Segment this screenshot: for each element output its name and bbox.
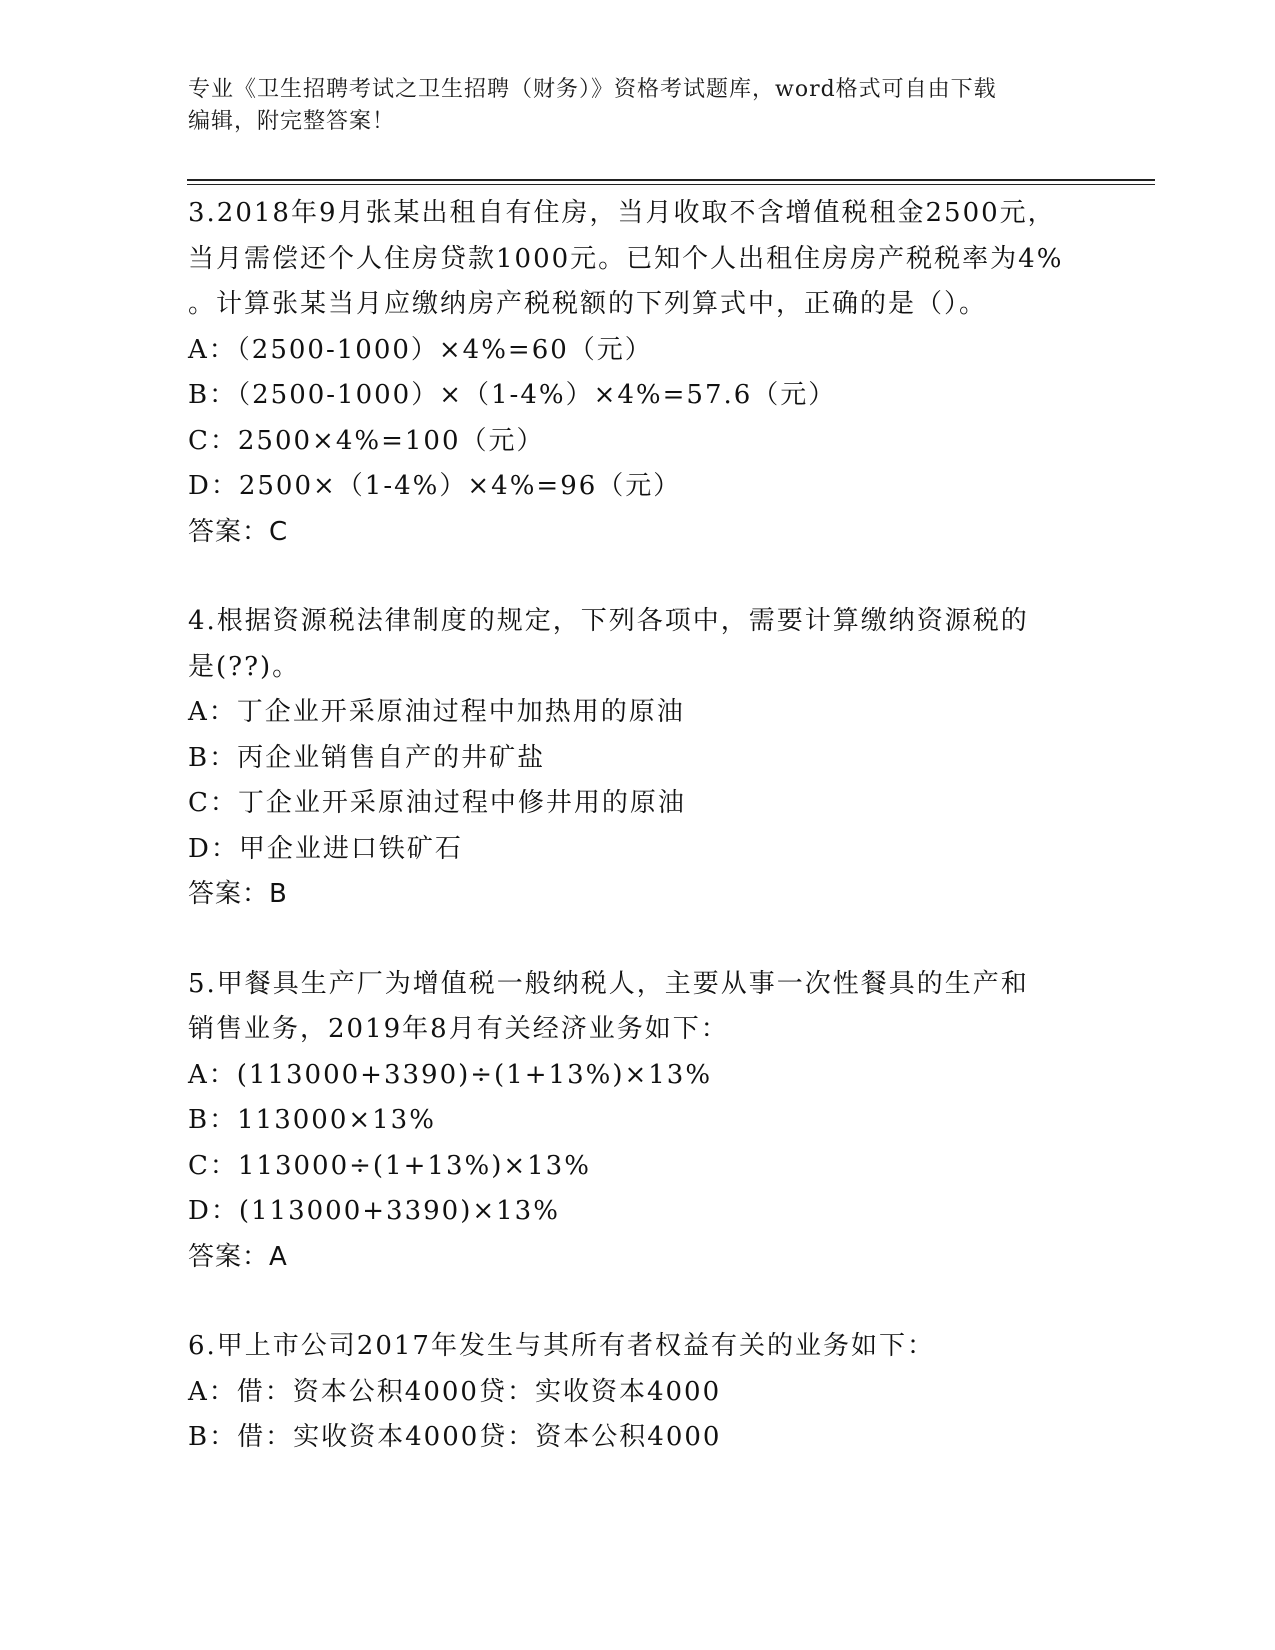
option-d: D：2500×（1-4%）×4%=96（元）: [188, 471, 682, 501]
answer-line: 答案：B: [188, 879, 288, 909]
question-list: [188, 191, 1088, 1505]
question-4: [188, 599, 1088, 918]
option-a: A：借：资本公积4000贷：实收资本4000: [188, 1376, 722, 1407]
option-b: B：借：实收资本4000贷：资本公积4000: [188, 1422, 722, 1452]
option-b: B：（2500-1000）×（1-4%）×4%=57.6（元）: [188, 380, 837, 410]
header-line-1: 专业《卫生招聘考试之卫生招聘（财务）》资格考试题库，word格式可自由下载: [188, 77, 997, 102]
question-stem-line: 。计算张某当月应缴纳房产税税额的下列算式中，正确的是（）。: [188, 289, 988, 319]
question-6: [188, 1324, 1088, 1461]
option-c: C：丁企业开采原油过程中修井用的原油: [188, 788, 686, 818]
answer-line: 答案：C: [188, 516, 289, 547]
option-b: B：丙企业销售自产的井矿盐: [188, 742, 546, 773]
header-line-2: 编辑，附完整答案！: [188, 109, 396, 134]
option-c: C：113000÷(1+13%)×13%: [188, 1150, 591, 1181]
question-stem-line: 4.根据资源税法律制度的规定，下列各项中，需要计算缴纳资源税的: [188, 606, 1029, 636]
header-rule-thick: [187, 179, 1155, 181]
option-b: B：113000×13%: [188, 1105, 436, 1135]
question-stem-line: 6.甲上市公司2017年发生与其所有者权益有关的业务如下：: [188, 1331, 935, 1361]
document-header: [188, 74, 1068, 138]
option-a: A：(113000+3390)÷(1+13%)×13%: [188, 1059, 713, 1090]
question-stem-line: 5.甲餐具生产厂为增值税一般纳税人，主要从事一次性餐具的生产和: [188, 968, 1029, 999]
option-a: A：丁企业开采原油过程中加热用的原油: [188, 697, 685, 727]
question-stem-line: 销售业务，2019年8月有关经济业务如下：: [188, 1014, 729, 1044]
question-stem-line: 3.2018年9月张某出租自有住房，当月收取不含增值税租金2500元，: [188, 198, 1056, 228]
question-stem-line: 是(??)。: [188, 651, 301, 682]
answer-line: 答案：A: [188, 1241, 288, 1272]
option-c: C：2500×4%=100（元）: [188, 425, 545, 456]
option-d: D：甲企业进口铁矿石: [188, 833, 463, 864]
question-5: [188, 962, 1088, 1281]
question-3: [188, 191, 1088, 555]
option-a: A：（2500-1000）×4%=60（元）: [188, 334, 653, 365]
option-d: D：(113000+3390)×13%: [188, 1196, 560, 1226]
header-rule-thin: [187, 184, 1155, 185]
question-stem-line: 当月需偿还个人住房贷款1000元。已知个人出租住房房产税税率为4%: [188, 243, 1064, 274]
